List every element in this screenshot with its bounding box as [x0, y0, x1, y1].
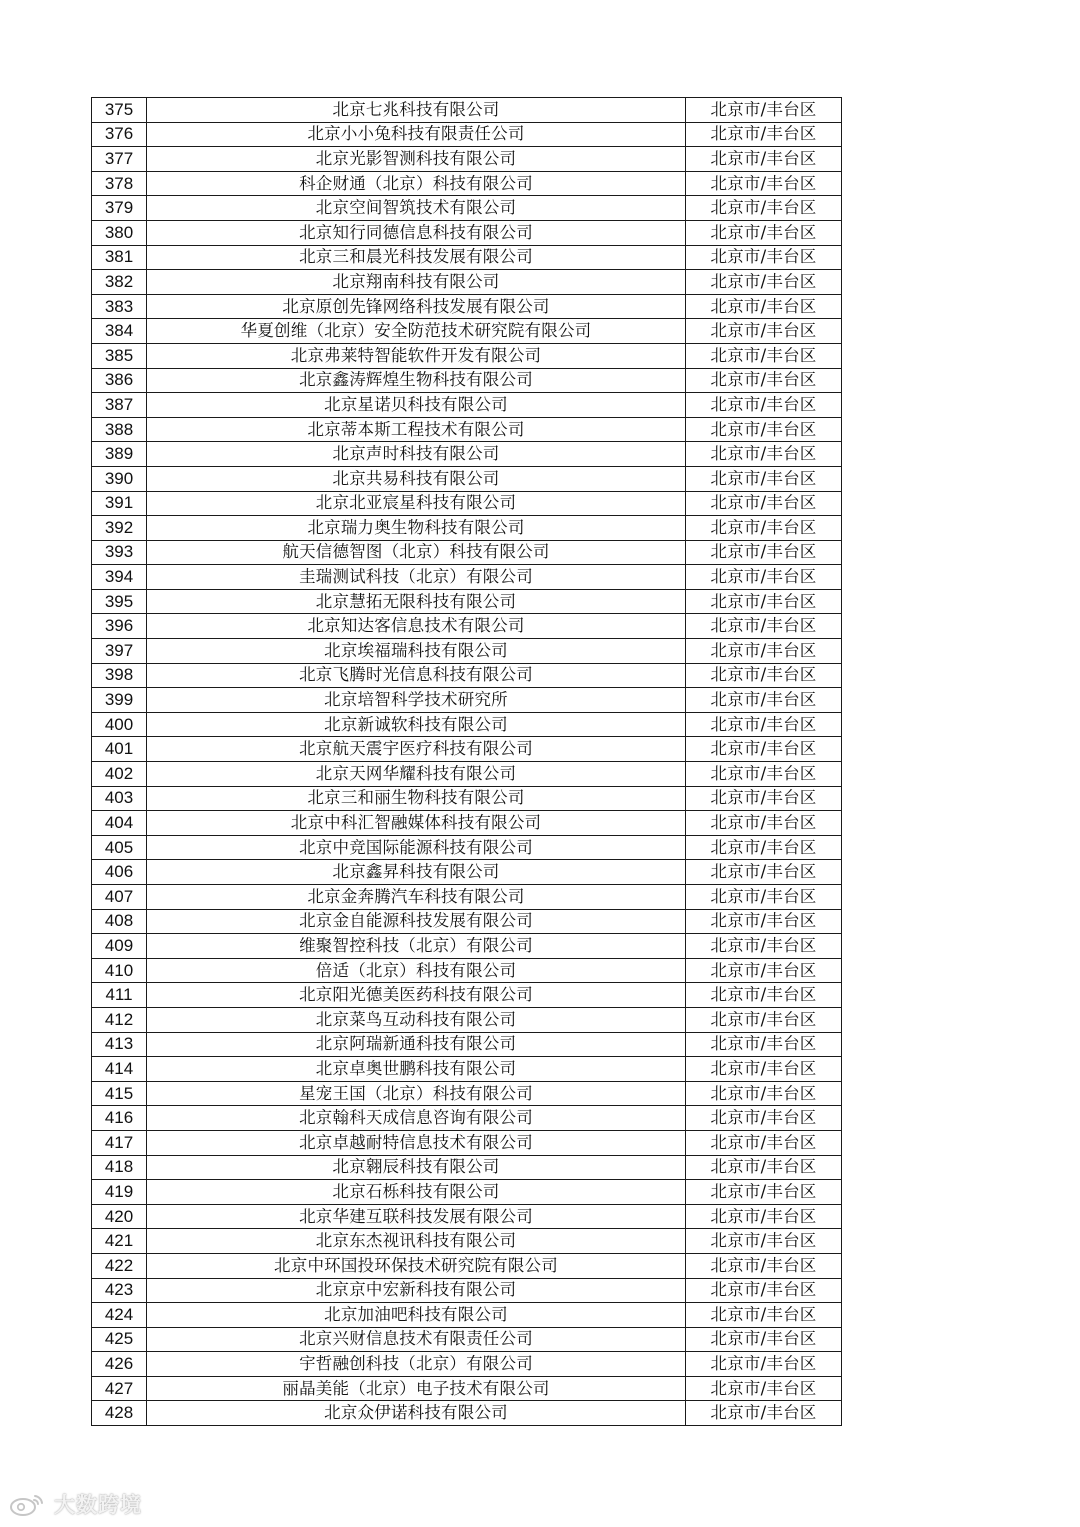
table-row — [92, 540, 842, 565]
table-row — [92, 98, 842, 123]
company-name: 北京共易科技有限公司 — [147, 466, 686, 491]
table-row — [92, 1278, 842, 1303]
table-row — [92, 270, 842, 295]
table-row — [92, 1229, 842, 1254]
table-row — [92, 1007, 842, 1032]
company-name: 北京阿瑞新通科技有限公司 — [147, 1032, 686, 1057]
company-region: 北京市/丰台区 — [686, 1401, 842, 1426]
company-name: 北京鑫昇科技有限公司 — [147, 860, 686, 885]
row-number: 384 — [92, 319, 147, 344]
company-name: 倍适（北京）科技有限公司 — [147, 958, 686, 983]
company-name: 北京新诚软科技有限公司 — [147, 712, 686, 737]
row-number: 404 — [92, 811, 147, 836]
company-name: 北京金奔腾汽车科技有限公司 — [147, 885, 686, 910]
row-number: 396 — [92, 614, 147, 639]
company-region: 北京市/丰台区 — [686, 688, 842, 713]
company-name: 华夏创维（北京）安全防范技术研究院有限公司 — [147, 319, 686, 344]
table-row — [92, 737, 842, 762]
table-row — [92, 1303, 842, 1328]
company-region: 北京市/丰台区 — [686, 811, 842, 836]
table-row — [92, 589, 842, 614]
row-number: 397 — [92, 639, 147, 664]
company-name: 北京翔南科技有限公司 — [147, 270, 686, 295]
company-region: 北京市/丰台区 — [686, 663, 842, 688]
weibo-logo-icon — [8, 1491, 48, 1517]
row-number: 383 — [92, 294, 147, 319]
company-name: 北京七兆科技有限公司 — [147, 98, 686, 123]
table-row — [92, 1155, 842, 1180]
row-number: 415 — [92, 1081, 147, 1106]
company-name: 北京慧拓无限科技有限公司 — [147, 589, 686, 614]
table-row — [92, 639, 842, 664]
row-number: 376 — [92, 122, 147, 147]
table-row — [92, 885, 842, 910]
company-region: 北京市/丰台区 — [686, 1303, 842, 1328]
table-body — [92, 98, 842, 1426]
row-number: 407 — [92, 885, 147, 910]
company-region: 北京市/丰台区 — [686, 343, 842, 368]
company-region: 北京市/丰台区 — [686, 589, 842, 614]
company-region: 北京市/丰台区 — [686, 1007, 842, 1032]
table-row — [92, 442, 842, 467]
table-row — [92, 171, 842, 196]
company-region: 北京市/丰台区 — [686, 171, 842, 196]
table-row — [92, 1180, 842, 1205]
company-region: 北京市/丰台区 — [686, 220, 842, 245]
row-number: 382 — [92, 270, 147, 295]
row-number: 408 — [92, 909, 147, 934]
company-name: 北京飞腾时光信息科技有限公司 — [147, 663, 686, 688]
company-name: 北京中科汇智融媒体科技有限公司 — [147, 811, 686, 836]
company-region: 北京市/丰台区 — [686, 294, 842, 319]
company-region: 北京市/丰台区 — [686, 1253, 842, 1278]
row-number: 381 — [92, 245, 147, 270]
table-row — [92, 688, 842, 713]
row-number: 389 — [92, 442, 147, 467]
company-name: 北京小小兔科技有限责任公司 — [147, 122, 686, 147]
company-region: 北京市/丰台区 — [686, 1376, 842, 1401]
company-name: 北京北亚宸星科技有限公司 — [147, 491, 686, 516]
row-number: 395 — [92, 589, 147, 614]
row-number: 406 — [92, 860, 147, 885]
company-name: 维聚智控科技（北京）有限公司 — [147, 934, 686, 959]
row-number: 405 — [92, 835, 147, 860]
table-row — [92, 983, 842, 1008]
company-region: 北京市/丰台区 — [686, 934, 842, 959]
company-region: 北京市/丰台区 — [686, 319, 842, 344]
row-number: 427 — [92, 1376, 147, 1401]
company-region: 北京市/丰台区 — [686, 1327, 842, 1352]
table-row — [92, 466, 842, 491]
company-region: 北京市/丰台区 — [686, 98, 842, 123]
row-number: 413 — [92, 1032, 147, 1057]
table-row — [92, 1327, 842, 1352]
table-row — [92, 1253, 842, 1278]
row-number: 423 — [92, 1278, 147, 1303]
table-row — [92, 663, 842, 688]
row-number: 379 — [92, 196, 147, 221]
company-region: 北京市/丰台区 — [686, 1081, 842, 1106]
table-row — [92, 762, 842, 787]
company-name: 北京加油吧科技有限公司 — [147, 1303, 686, 1328]
row-number: 391 — [92, 491, 147, 516]
table-row — [92, 343, 842, 368]
row-number: 422 — [92, 1253, 147, 1278]
company-name: 北京知达客信息技术有限公司 — [147, 614, 686, 639]
company-region: 北京市/丰台区 — [686, 762, 842, 787]
company-name: 丽晶美能（北京）电子技术有限公司 — [147, 1376, 686, 1401]
company-name: 北京瑞力奥生物科技有限公司 — [147, 516, 686, 541]
table-row — [92, 417, 842, 442]
table-row — [92, 245, 842, 270]
table-row — [92, 1032, 842, 1057]
company-name: 北京金自能源科技发展有限公司 — [147, 909, 686, 934]
table-row — [92, 393, 842, 418]
company-name: 北京光影智测科技有限公司 — [147, 147, 686, 172]
company-region: 北京市/丰台区 — [686, 196, 842, 221]
company-region: 北京市/丰台区 — [686, 885, 842, 910]
table-row — [92, 1401, 842, 1426]
table-row — [92, 835, 842, 860]
company-region: 北京市/丰台区 — [686, 1032, 842, 1057]
company-name: 北京培智科学技术研究所 — [147, 688, 686, 713]
company-region: 北京市/丰台区 — [686, 516, 842, 541]
company-name: 北京阳光德美医药科技有限公司 — [147, 983, 686, 1008]
company-name: 北京星诺贝科技有限公司 — [147, 393, 686, 418]
company-region: 北京市/丰台区 — [686, 1278, 842, 1303]
table-row — [92, 958, 842, 983]
row-number: 402 — [92, 762, 147, 787]
row-number: 390 — [92, 466, 147, 491]
company-name: 北京菜鸟互动科技有限公司 — [147, 1007, 686, 1032]
company-region: 北京市/丰台区 — [686, 466, 842, 491]
company-region: 北京市/丰台区 — [686, 245, 842, 270]
company-name: 航天信德智图（北京）科技有限公司 — [147, 540, 686, 565]
table-row — [92, 811, 842, 836]
row-number: 375 — [92, 98, 147, 123]
company-region: 北京市/丰台区 — [686, 1106, 842, 1131]
company-region: 北京市/丰台区 — [686, 147, 842, 172]
company-region: 北京市/丰台区 — [686, 1155, 842, 1180]
company-region: 北京市/丰台区 — [686, 1204, 842, 1229]
company-name: 北京空间智筑技术有限公司 — [147, 196, 686, 221]
company-region: 北京市/丰台区 — [686, 540, 842, 565]
company-region: 北京市/丰台区 — [686, 417, 842, 442]
company-name: 北京华建互联科技发展有限公司 — [147, 1204, 686, 1229]
company-region: 北京市/丰台区 — [686, 860, 842, 885]
row-number: 393 — [92, 540, 147, 565]
company-name: 北京蒂本斯工程技术有限公司 — [147, 417, 686, 442]
company-name: 星宠王国（北京）科技有限公司 — [147, 1081, 686, 1106]
company-name: 北京中环国投环保技术研究院有限公司 — [147, 1253, 686, 1278]
row-number: 399 — [92, 688, 147, 713]
row-number: 385 — [92, 343, 147, 368]
company-region: 北京市/丰台区 — [686, 122, 842, 147]
company-name: 北京声时科技有限公司 — [147, 442, 686, 467]
table-row — [92, 294, 842, 319]
row-number: 420 — [92, 1204, 147, 1229]
row-number: 425 — [92, 1327, 147, 1352]
company-name: 北京中竞国际能源科技有限公司 — [147, 835, 686, 860]
company-region: 北京市/丰台区 — [686, 614, 842, 639]
company-name: 北京埃福瑞科技有限公司 — [147, 639, 686, 664]
company-name: 圭瑞测试科技（北京）有限公司 — [147, 565, 686, 590]
row-number: 380 — [92, 220, 147, 245]
row-number: 388 — [92, 417, 147, 442]
table-row — [92, 565, 842, 590]
row-number: 387 — [92, 393, 147, 418]
company-region: 北京市/丰台区 — [686, 565, 842, 590]
company-region: 北京市/丰台区 — [686, 909, 842, 934]
company-name: 北京东杰视讯科技有限公司 — [147, 1229, 686, 1254]
table-row — [92, 516, 842, 541]
company-name: 北京翰科天成信息咨询有限公司 — [147, 1106, 686, 1131]
table-row — [92, 786, 842, 811]
company-name: 北京三和丽生物科技有限公司 — [147, 786, 686, 811]
company-name: 北京三和晨光科技发展有限公司 — [147, 245, 686, 270]
company-name: 北京翱辰科技有限公司 — [147, 1155, 686, 1180]
company-list-table — [91, 97, 842, 1426]
company-region: 北京市/丰台区 — [686, 1057, 842, 1082]
row-number: 398 — [92, 663, 147, 688]
table-row — [92, 147, 842, 172]
row-number: 401 — [92, 737, 147, 762]
company-name: 北京天网华耀科技有限公司 — [147, 762, 686, 787]
table-row — [92, 712, 842, 737]
company-name: 北京石栎科技有限公司 — [147, 1180, 686, 1205]
company-region: 北京市/丰台区 — [686, 639, 842, 664]
company-region: 北京市/丰台区 — [686, 442, 842, 467]
company-region: 北京市/丰台区 — [686, 491, 842, 516]
company-name: 北京卓奥世鹏科技有限公司 — [147, 1057, 686, 1082]
company-region: 北京市/丰台区 — [686, 835, 842, 860]
row-number: 418 — [92, 1155, 147, 1180]
company-name: 北京航天震宇医疗科技有限公司 — [147, 737, 686, 762]
row-number: 426 — [92, 1352, 147, 1377]
company-name: 北京京中宏新科技有限公司 — [147, 1278, 686, 1303]
company-name: 北京原创先锋网络科技发展有限公司 — [147, 294, 686, 319]
company-region: 北京市/丰台区 — [686, 368, 842, 393]
company-name: 北京鑫涛辉煌生物科技有限公司 — [147, 368, 686, 393]
table-row — [92, 1057, 842, 1082]
table-row — [92, 860, 842, 885]
row-number: 416 — [92, 1106, 147, 1131]
watermark-text: 大数跨境 — [54, 1493, 142, 1517]
company-region: 北京市/丰台区 — [686, 983, 842, 1008]
company-name: 北京卓越耐特信息技术有限公司 — [147, 1130, 686, 1155]
company-region: 北京市/丰台区 — [686, 1352, 842, 1377]
row-number: 424 — [92, 1303, 147, 1328]
row-number: 400 — [92, 712, 147, 737]
table-row — [92, 1376, 842, 1401]
company-name: 北京弗莱特智能软件开发有限公司 — [147, 343, 686, 368]
table-row — [92, 1081, 842, 1106]
watermark — [8, 1489, 142, 1519]
table-row — [92, 1106, 842, 1131]
company-region: 北京市/丰台区 — [686, 1229, 842, 1254]
company-name: 北京兴财信息技术有限责任公司 — [147, 1327, 686, 1352]
table-row — [92, 122, 842, 147]
table-row — [92, 491, 842, 516]
table-row — [92, 909, 842, 934]
company-name: 北京众伊诺科技有限公司 — [147, 1401, 686, 1426]
row-number: 411 — [92, 983, 147, 1008]
row-number: 392 — [92, 516, 147, 541]
row-number: 428 — [92, 1401, 147, 1426]
table-row — [92, 1352, 842, 1377]
row-number: 414 — [92, 1057, 147, 1082]
company-region: 北京市/丰台区 — [686, 712, 842, 737]
row-number: 378 — [92, 171, 147, 196]
company-region: 北京市/丰台区 — [686, 393, 842, 418]
row-number: 403 — [92, 786, 147, 811]
table-row — [92, 196, 842, 221]
row-number: 409 — [92, 934, 147, 959]
row-number: 412 — [92, 1007, 147, 1032]
company-region: 北京市/丰台区 — [686, 958, 842, 983]
row-number: 377 — [92, 147, 147, 172]
row-number: 419 — [92, 1180, 147, 1205]
row-number: 394 — [92, 565, 147, 590]
table-row — [92, 934, 842, 959]
row-number: 421 — [92, 1229, 147, 1254]
row-number: 417 — [92, 1130, 147, 1155]
company-region: 北京市/丰台区 — [686, 786, 842, 811]
table-row — [92, 368, 842, 393]
table-row — [92, 1204, 842, 1229]
company-region: 北京市/丰台区 — [686, 270, 842, 295]
table-row — [92, 220, 842, 245]
company-region: 北京市/丰台区 — [686, 1130, 842, 1155]
table-row — [92, 319, 842, 344]
company-region: 北京市/丰台区 — [686, 1180, 842, 1205]
row-number: 386 — [92, 368, 147, 393]
company-name: 宇哲融创科技（北京）有限公司 — [147, 1352, 686, 1377]
company-name: 北京知行同德信息科技有限公司 — [147, 220, 686, 245]
company-region: 北京市/丰台区 — [686, 737, 842, 762]
company-name: 科企财通（北京）科技有限公司 — [147, 171, 686, 196]
row-number: 410 — [92, 958, 147, 983]
table-row — [92, 1130, 842, 1155]
table-row — [92, 614, 842, 639]
